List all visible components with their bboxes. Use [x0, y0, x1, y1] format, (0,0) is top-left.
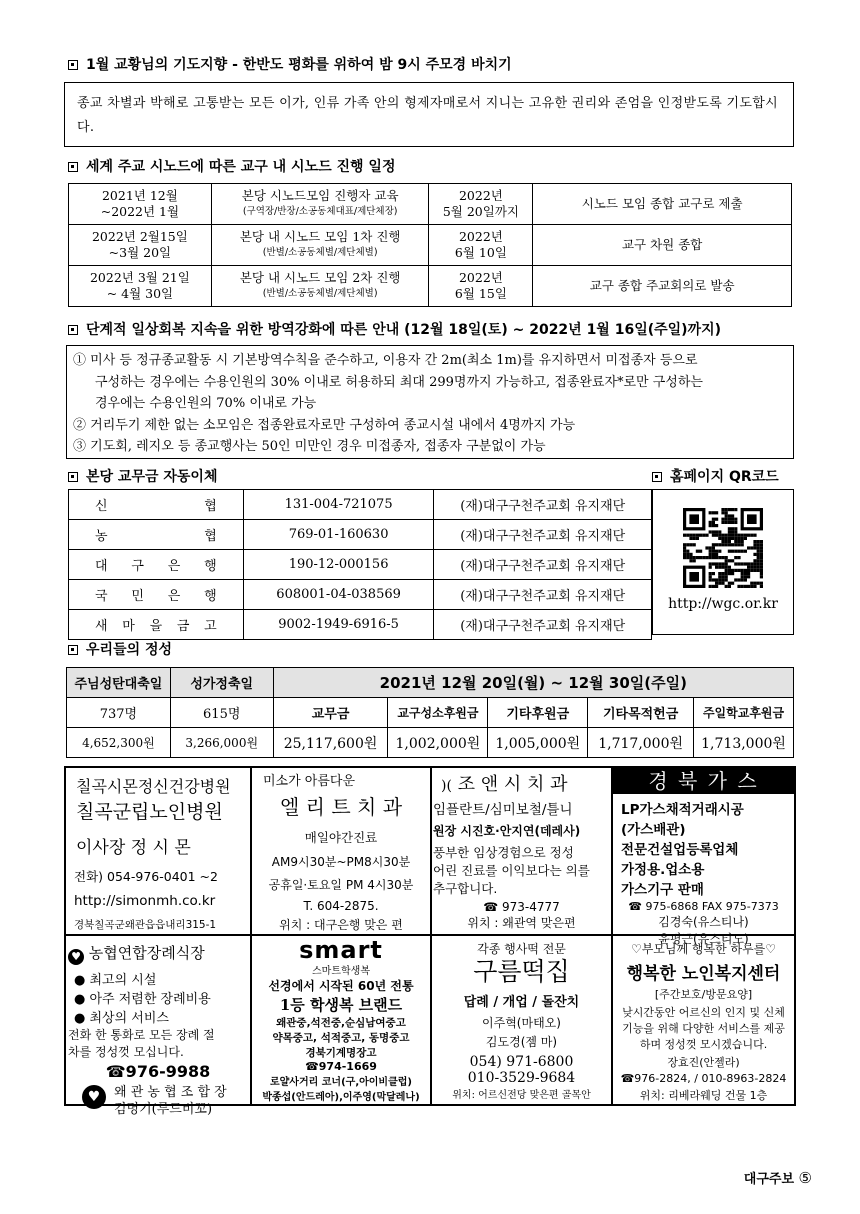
offering-amount: 1,002,000원	[388, 728, 488, 758]
ad-hospital: 칠곡시몬정신건강병원 칠곡군립노인병원 이사장 정 시 몬 전화) 054-976-0401 ~2 http://simonmh.co.kr 경북칠곡군왜관읍읍내리315-1	[74, 777, 231, 931]
synod-due: 2022년 6월 15일	[429, 266, 533, 307]
offering-table	[66, 667, 794, 758]
transfer-table	[68, 489, 652, 640]
qr-title: 홈페이지 QR코드	[652, 467, 779, 487]
transfer-bank: 농 협	[69, 520, 244, 550]
qr-url[interactable]: http://wgc.or.kr	[668, 596, 778, 612]
offering-count: 737명	[67, 698, 171, 728]
transfer-row	[69, 490, 652, 520]
transfer-bank: 국 민 은 행	[69, 580, 244, 610]
offering-header-holyfamily: 성가정축일	[170, 668, 273, 698]
synod-task: 본당 내 시노드 모임 2차 진행 (반별/소공동체별/제단체별)	[211, 266, 429, 307]
transfer-row	[69, 580, 652, 610]
offering-amount: 1,713,000원	[694, 728, 794, 758]
square-bullet-icon	[652, 472, 662, 482]
square-bullet-icon	[68, 325, 78, 335]
transfer-row	[69, 610, 652, 640]
quarantine-item: ① 미사 등 정규종교활동 시 기본방역수칙을 준수하고, 이용자 간 2m(최소 1m)를 유지하면서 미접종자 등으로	[73, 353, 698, 368]
qr-box	[652, 489, 794, 635]
offering-title: 우리들의 정성	[68, 640, 172, 660]
transfer-holder: (재)대구구천주교회 유지재단	[434, 580, 652, 610]
ad-smart-uniform: smart 스마트학생복 선경에서 시작된 60년 전통 1등 학생복 브랜드 왜관중,석전중,순심남여중고 약목중고, 석적중고, 동명중고 경북기계명장고 ☎974-1669 로얄사거리 코너(구,아이비클럽) 박종섭(안드레아),이주영(막달레나)	[262, 936, 420, 1103]
synod-row	[69, 184, 792, 225]
synod-result: 교구 종합 주교회의로 발송	[533, 266, 792, 307]
ad-rice-cake: 각종 행사떡 전문 구름떡집 답례 / 개업 / 돌잔치 이주혁(마태오) 김도경(젬 마) 054) 971-6800 010-3529-9684 위치: 어르신전당 맞은편 골목안	[452, 942, 591, 1101]
prayer-body: 종교 차별과 박해로 고통받는 모든 이가, 인류 가족 안의 형제자매로서 지니는 고유한 권리와 존엄을 인정받도록 기도합시다.	[64, 82, 794, 147]
ad-joan-dental: )( 조 앤 시 치 과 임플란트/심미보철/틀니 원장 시진호·안지연(데레사) 풍부한 임상경험으로 정성 어린 진료를 이익보다는 의를 추구합니다. ☎ 973-4777 위치 : 왜관역 맞은편	[433, 774, 590, 930]
quarantine-item-cont: 구성하는 경우에는 수용인원의 30% 이내로 허용하되 최대 299명까지 가능하고, 접종완료자*로만 구성하는	[95, 374, 703, 390]
nh-logo-icon: ♥	[82, 1085, 106, 1109]
transfer-holder: (재)대구구천주교회 유지재단	[434, 520, 652, 550]
square-bullet-icon	[68, 472, 78, 482]
page-footer: 대구주보 ⑤	[743, 1169, 812, 1187]
transfer-holder: (재)대구구천주교회 유지재단	[434, 490, 652, 520]
quarantine-item-cont: 경우에는 수용인원의 70% 이내로 가능	[95, 396, 317, 411]
square-bullet-icon	[68, 645, 78, 655]
transfer-row	[69, 550, 652, 580]
transfer-holder: (재)대구구천주교회 유지재단	[434, 610, 652, 640]
synod-result: 교구 차원 종합	[533, 225, 792, 266]
synod-period: 2021년 12월 ~2022년 1월	[69, 184, 212, 225]
transfer-bank: 신 협	[69, 490, 244, 520]
offering-amount: 25,117,600원	[273, 728, 388, 758]
transfer-account[interactable]: 769-01-160630	[243, 520, 434, 550]
offering-header-period: 2021년 12월 20일(월) ~ 12월 30일(주일)	[273, 668, 793, 698]
synod-table	[68, 183, 792, 307]
transfer-title: 본당 교무금 자동이체	[68, 467, 217, 487]
transfer-account[interactable]: 190-12-000156	[243, 550, 434, 580]
synod-title: 세계 주교 시노드에 따른 교구 내 시노드 진행 일정	[68, 157, 395, 177]
synod-period: 2022년 2월15일 ~3월 20일	[69, 225, 212, 266]
offering-amount: 4,652,300원	[67, 728, 171, 758]
offering-header-christmas: 주님성탄대축일	[67, 668, 171, 698]
offering-sub-header: 교무금	[273, 698, 388, 728]
transfer-account[interactable]: 131-004-721075	[243, 490, 434, 520]
transfer-account[interactable]: 9002-1949-6916-5	[243, 610, 434, 640]
offering-sub-header: 기타목적헌금	[588, 698, 694, 728]
synod-period: 2022년 3월 21일 ~ 4월 30일	[69, 266, 212, 307]
offering-amount: 3,266,000원	[170, 728, 273, 758]
transfer-account[interactable]: 608001-04-038569	[243, 580, 434, 610]
transfer-bank: 대 구 은 행	[69, 550, 244, 580]
quarantine-item: ② 거리두기 제한 없는 소모임은 접종완료자로만 구성하여 종교시설 내에서 4명까지 가능	[73, 417, 576, 433]
synod-row	[69, 266, 792, 307]
prayer-title: 1월 교황님의 기도지향 - 한반도 평화를 위하여 밤 9시 주모경 바치기	[68, 55, 512, 75]
synod-task: 본당 시노드모임 진행자 교육 (구역장/반장/소공동체대표/제단체장)	[211, 184, 429, 225]
qr-code-icon[interactable]	[683, 508, 763, 588]
offering-sub-header: 교구성소후원금	[388, 698, 488, 728]
synod-due: 2022년 6월 10일	[429, 225, 533, 266]
offering-amount: 1,005,000원	[488, 728, 588, 758]
synod-result: 시노드 모임 종합 교구로 제출	[533, 184, 792, 225]
synod-due: 2022년 5월 20일까지	[429, 184, 533, 225]
ad-elder-care: ♡부모님께 행복한 하루를♡ 행복한 노인복지센터 [주간보호/방문요양] 낮시간동안 어르신의 인지 및 신체 기능을 위해 다양한 서비스를 제공 하며 정성껏 모시겠습니다. 장효진(안젤라) ☎976-2824, / 010-8963-2824 위치: 리베라웨딩 건물 1층	[620, 942, 787, 1102]
synod-task: 본당 내 시노드 모임 1차 진행 (반별/소공동체별/제단체별)	[211, 225, 429, 266]
transfer-row	[69, 520, 652, 550]
ad-elite-dental: 미소가 아름다운 엘 리 트 치 과 매일야간진료 AM9시30분~PM8시30분 공휴일·토요일 PM 4시30분 T. 604-2875. 위치 : 대구은행 맞은 편	[263, 774, 414, 932]
square-bullet-icon	[68, 162, 78, 172]
square-bullet-icon	[68, 60, 78, 70]
synod-row	[69, 225, 792, 266]
transfer-bank: 새 마 을 금 고	[69, 610, 244, 640]
offering-sub-header: 기타후원금	[488, 698, 588, 728]
offering-count: 615명	[170, 698, 273, 728]
transfer-holder: (재)대구구천주교회 유지재단	[434, 550, 652, 580]
offering-sub-header: 주일학교후원금	[694, 698, 794, 728]
quarantine-box	[66, 345, 794, 459]
ad-funeral: ♥ 농협연합장례식장 ● 최고의 시설 ● 아주 저렴한 장례비용 ● 최상의 서비스 전화 한 통화로 모든 장례 절 차를 정성껏 모십니다. ☎976-9988 ♥ 왜 관 농 협 조 합 장 김명기(루드비꼬)	[68, 944, 227, 1117]
ad-gas: 경 북 가 스 LP가스채적거래시공 (가스배관) 전문건설업등록업체 가정용.업소용 가스기구 판매 ☎ 975-6868 FAX 975-7373 김경숙(유스티나) 윤평근(유스티노)	[613, 768, 794, 934]
quarantine-item: ③ 기도회, 레지오 등 종교행사는 50인 미만인 경우 미접종자, 접종자 구분없이 가능	[73, 439, 546, 454]
nh-logo-icon: ♥	[68, 949, 84, 965]
tooth-logo-icon: )(	[441, 778, 452, 794]
quarantine-title: 단계적 일상회복 지속을 위한 방역강화에 따른 안내 (12월 18일(토) ~ 2022년 1월 16일(주일)까지)	[68, 320, 721, 340]
offering-amount: 1,717,000원	[588, 728, 694, 758]
